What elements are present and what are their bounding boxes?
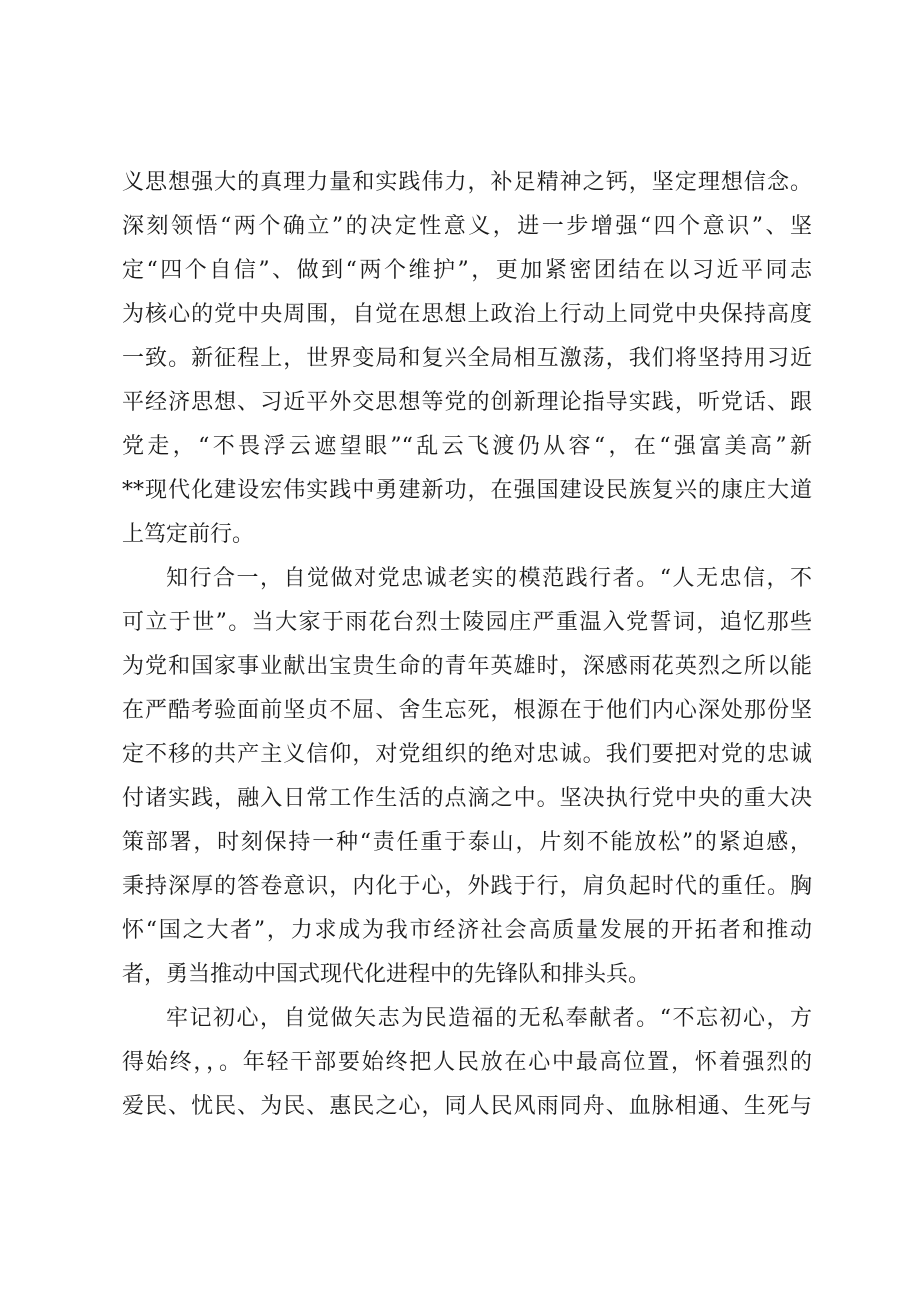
paragraph-line: 知行合一，自觉做对党忠诚老实的模范践行者。“人无忠信，不: [166, 566, 812, 591]
paragraph-line: 为核心的党中央周围，自觉在思想上政治上行动上同党中央保持高度: [122, 302, 812, 327]
paragraph-line: 秉持深厚的答卷意识，内化于心，外践于行，肩负起时代的重任。胸: [122, 874, 812, 899]
paragraph-line: 怀“国之大者”，力求成为我市经济社会高质量发展的开拓者和推动: [122, 918, 812, 943]
paragraph-line: 一致。新征程上，世界变局和复兴全局相互激荡，我们将坚持用习近: [122, 346, 812, 371]
paragraph-line: 者，勇当推动中国式现代化进程中的先锋队和排头兵。: [122, 962, 651, 987]
paragraph-line: 深刻领悟“两个确立”的决定性意义，进一步增强“四个意识”、坚: [122, 214, 812, 239]
paragraph-line: 上笃定前行。: [122, 522, 255, 547]
paragraph-line: 得始终，，。年轻干部要始终把人民放在心中最高位置，怀着强烈的: [122, 1050, 812, 1075]
paragraph-line: 定“四个自信”、做到“两个维护”，更加紧密团结在以习近平同志: [122, 258, 812, 283]
paragraph-line: 在严酷考验面前坚贞不屈、舍生忘死，根源在于他们内心深处那份坚: [122, 698, 812, 723]
paragraph-line: 定不移的共产主义信仰，对党组织的绝对忠诚。我们要把对党的忠诚: [122, 742, 812, 767]
paragraph-line: 平经济思想、习近平外交思想等党的创新理论指导实践，听党话、跟: [122, 390, 812, 415]
paragraph-line: **现代化建设宏伟实践中勇建新功，在强国建设民族复兴的康庄大道: [122, 478, 812, 503]
paragraph-line: 义思想强大的真理力量和实践伟力，补足精神之钙，坚定理想信念。: [122, 170, 812, 195]
paragraph-line: 策部署，时刻保持一种“责任重于泰山，片刻不能放松”的紧迫感，: [122, 830, 812, 855]
paragraph-line: 为党和国家事业献出宝贵生命的青年英雄时，深感雨花英烈之所以能: [122, 654, 812, 679]
paragraph-line: 牢记初心，自觉做矢志为民造福的无私奉献者。“不忘初心，方: [166, 1006, 812, 1031]
paragraph-line: 爱民、忧民、为民、惠民之心，同人民风雨同舟、血脉相通、生死与: [122, 1094, 812, 1119]
paragraph-line: 可立于世”。当大家于雨花台烈士陵园庄严重温入党誓词，追忆那些: [122, 610, 812, 635]
paragraph-line: 党走，“不畏浮云遮望眼”“乱云飞渡仍从容“，在“强富美高”新: [122, 434, 812, 459]
paragraph-line: 付诸实践，融入日常工作生活的点滴之中。坚决执行党中央的重大决: [122, 786, 812, 811]
